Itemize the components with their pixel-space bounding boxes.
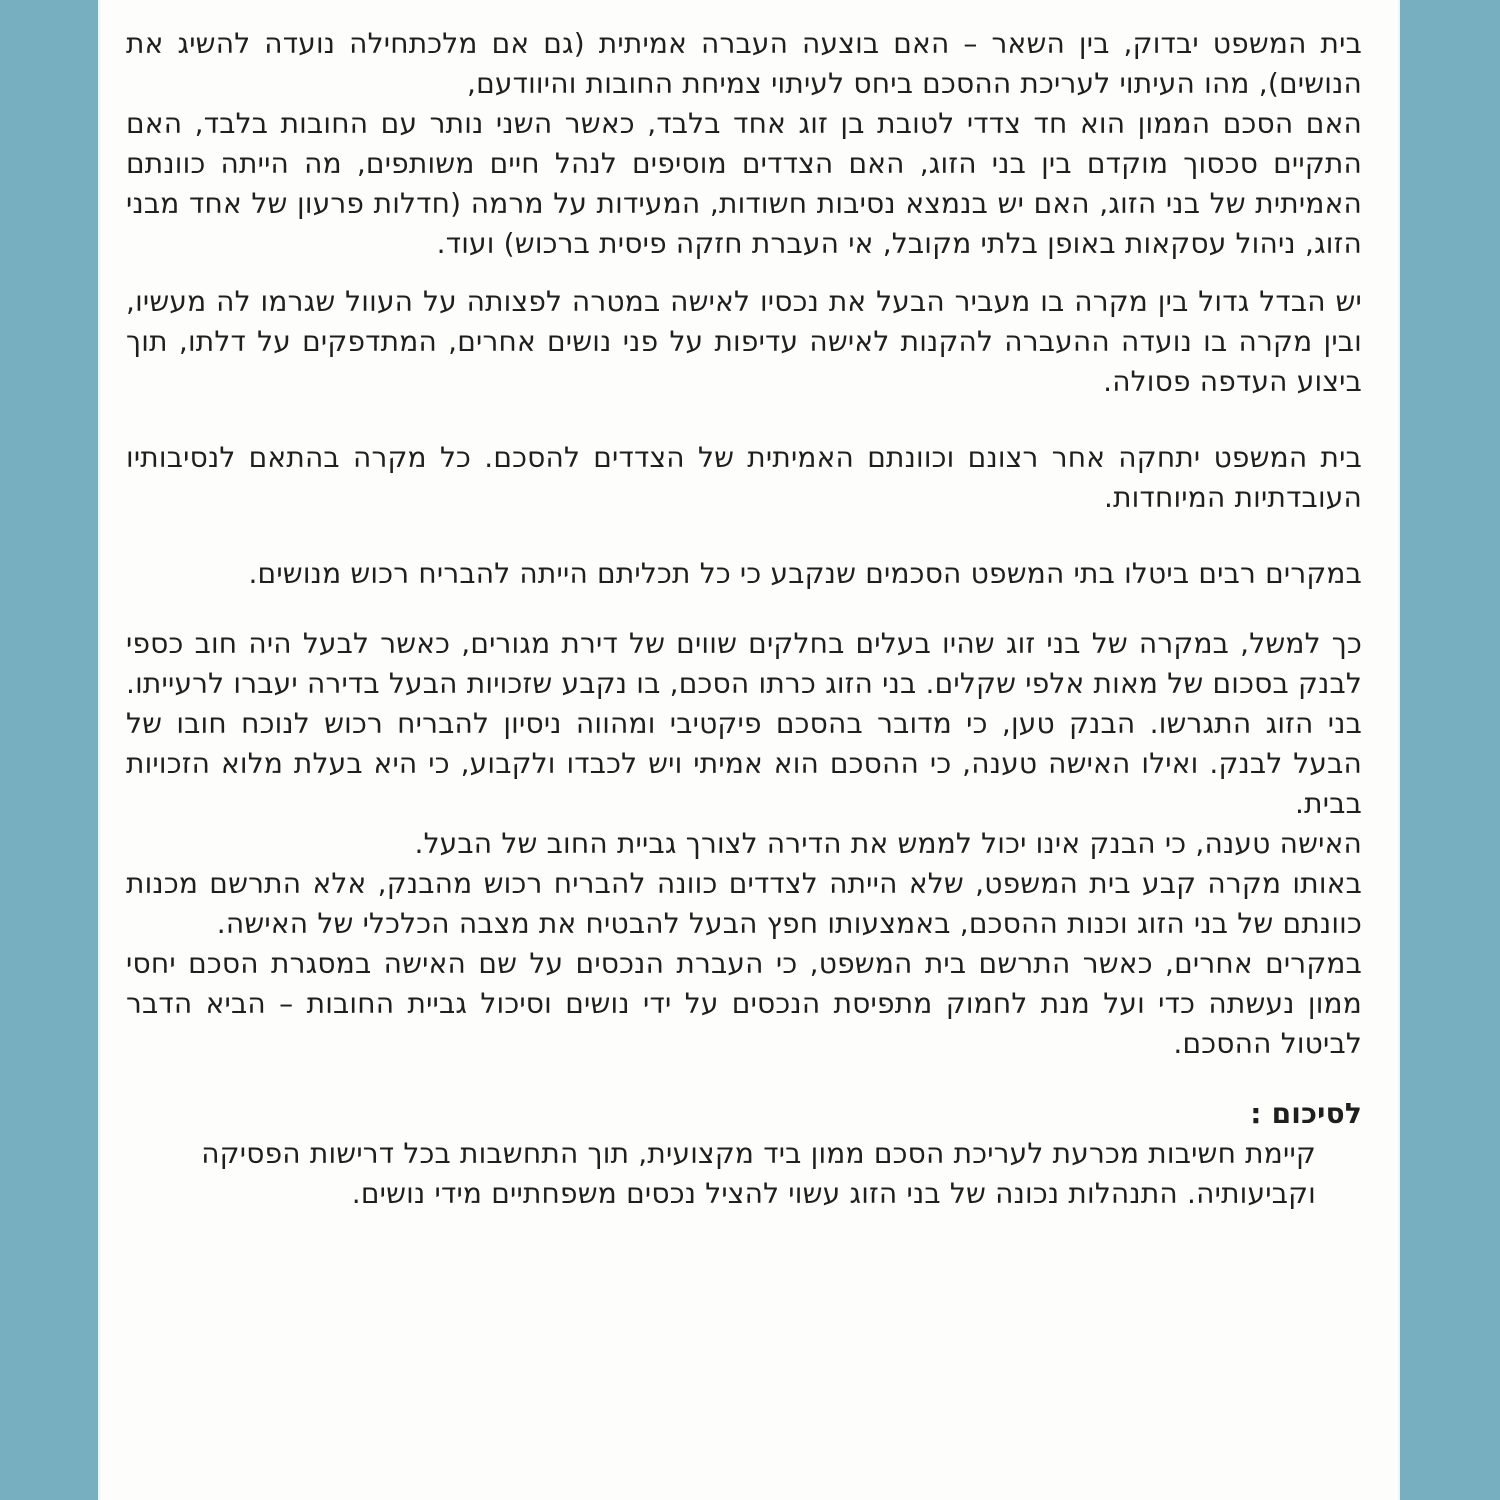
paragraph-example-couple-apartment: כך למשל, במקרה של בני זוג שהיו בעלים בחלקים שווים של דירת מגורים, כאשר לבעל היה חוב כספי לבנק בסכום של מאות אלפי שקלים. בני הזוג כרתו הסכם, בו נקבע שזכויות הבעל בדירה יעברו לרעייתו. בני הזוג התגרשו. הבנק טען, כי מדובר בהסכם פיקטיבי ומהווה ניסיון להבריח רכוש לנוכח חובו של הבעל לבנק. ואילו האישה טענה, כי ההסכם הוא אמיתי ויש לכבדו ולקבוע, כי היא בעלת מלוא הזכויות בבית. — [126, 627, 1362, 820]
paragraph-big-difference: יש הבדל גדול בין מקרה בו מעביר הבעל את נכסיו לאישה במטרה לפצותה על העוול שגרמו לה מעשיו, ובין מקרה בו נועדה ההעברה להקנות לאישה עדיפות על פני נושים אחרים, המתדפקים על דלתו, תוך ביצוע העדפה פסולה. — [126, 285, 1362, 398]
paragraph-court-will-examine: בית המשפט יבדוק, בין השאר – האם בוצעה העברה אמיתית (גם אם מלכתחילה נועדה להשיג את הנושים), מהו העיתוי לעריכת ההסכם ביחס לעיתוי צמיחת החובות והיוודעם, — [126, 27, 1362, 100]
paragraph-many-cases-cancelled: במקרים רבים ביטלו בתי המשפט הסכמים שנקבע כי כל תכליתם הייתה להבריח רכוש מנושים. — [248, 557, 1362, 590]
paragraph-court-ruling-genuine: באותו מקרה קבע בית המשפט, שלא הייתה לצדדים כוונה להבריח רכוש מהבנק, אלא התרשם מכנות כוונתם של בני הזוג וכנות ההסכם, באמצעותו חפץ הבעל להבטיח את מצבה הכלכלי של האישה. — [126, 867, 1362, 940]
document-page — [100, 0, 1398, 1500]
summary-paragraph: קיימת חשיבות מכרעת לעריכת הסכם ממון ביד מקצועית, תוך התחשבות בכל דרישות הפסיקה וקביעותיה. התנהלות נכונה של בני הזוג עשוי להציל נכסים משפחתיים מידי נושים. — [201, 1137, 1316, 1210]
paragraph-other-cases-cancelled: במקרים אחרים, כאשר התרשם בית המשפט, כי העברת הנכסים על שם האישה במסגרת הסכם יחסי ממון נעשתה כדי ועל מנת לחמוק מתפיסת הנכסים על ידי נושים וסיכול גביית החובות – הביא הדבר לביטול ההסכם. — [126, 947, 1362, 1060]
document-text-block — [100, 0, 1398, 1214]
paragraph-wife-claim: האישה טענה, כי הבנק אינו יכול לממש את הדירה לצורך גביית החוב של הבעל. — [414, 827, 1362, 860]
summary-heading: לסיכום : — [1250, 1097, 1362, 1130]
paragraph-one-sided-agreement: האם הסכם הממון הוא חד צדדי לטובת בן זוג אחד בלבד, כאשר השני נותר עם החובות בלבד, האם התקיים סכסוך מוקדם בין בני הזוג, האם הצדדים מוסיפים לנהל חיים משותפים, מה הייתה כוונתם האמיתית של בני הזוג, האם יש בנמצא נסיבות חשודות, המעידות על מרמה (חדלות פרעון של אחד מבני הזוג, ניהול עסקאות באופן בלתי מקובל, אי העברת חזקה פיסית ברכוש) ועוד. — [126, 107, 1362, 260]
paragraph-court-traces-intent: בית המשפט יתחקה אחר רצונם וכוונתם האמיתית של הצדדים להסכם. כל מקרה בהתאם לנסיבותיו העובדתיות המיוחדות. — [126, 441, 1362, 514]
